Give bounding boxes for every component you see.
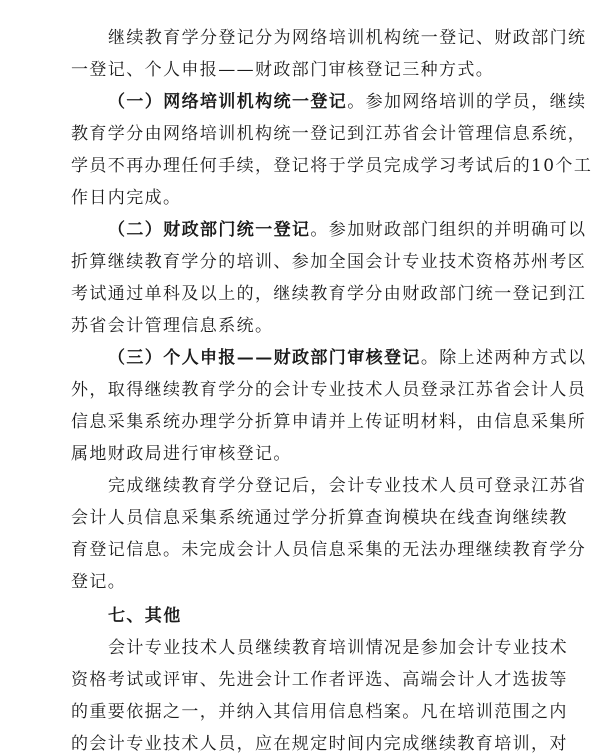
paragraph-5-line-4: 登记。 [71,572,127,592]
paragraph-5-line-2: 会计人员信息采集系统通过学分折算查询模块在线查询继续教 [71,508,568,528]
paragraph-3-line-1 [108,220,586,240]
paragraph-3-line-4: 苏省会计管理信息系统。 [71,316,274,336]
paragraph-4-line-3: 信息采集系统办理学分折算申请并上传证明材料，由信息采集所 [71,412,587,432]
paragraph-3-line-3: 考试通过单科及以上的，继续教育学分由财政部门统一登记到江 [71,284,587,304]
paragraph-6-line-1: 会计专业技术人员继续教育培训情况是参加会计专业技术 [108,638,568,658]
paragraph-2-line-4: 作日内完成。 [71,188,182,208]
paragraph-5-line-1: 完成继续教育学分登记后，会计专业技术人员可登录江苏省 [108,476,587,496]
paragraph-1-line-1: 继续教育学分登记分为网络培训机构统一登记、财政部门统 [108,28,587,48]
paragraph-6-line-4: 的会计专业技术人员，应在规定时间内完成继续教育培训，对 [71,734,568,754]
paragraph-4-line-2: 外，取得继续教育学分的会计专业技术人员登录江苏省会计人员 [71,380,587,400]
paragraph-4-line-1-text: 。除上述两种方式以 [420,348,587,368]
paragraph-3-heading: （二）财政部门统一登记 [108,220,311,240]
paragraph-2-line-1 [108,92,586,112]
paragraph-2-line-2: 教育学分由网络培训机构统一登记到江苏省会计管理信息系统， [71,124,587,144]
paragraph-2-heading: （一）网络培训机构统一登记 [108,92,348,112]
section-heading: 七、其他 [108,606,182,626]
paragraph-4-heading: （三）个人申报——财政部门审核登记 [108,348,421,368]
paragraph-4-line-1 [108,348,586,368]
paragraph-4-line-4: 属地财政局进行审核登记。 [71,444,292,464]
paragraph-3-line-1-text: 。参加财政部门组织的并明确可以 [310,220,587,240]
paragraph-6-line-2: 资格考试或评审、先进会计工作者评选、高端会计人才选拔等 [71,670,568,690]
paragraph-2-line-1-text: 。参加网络培训的学员，继续 [347,92,587,112]
paragraph-3-line-2: 折算继续教育学分的培训、参加全国会计专业技术资格苏州考区 [71,252,587,272]
paragraph-6-line-3: 的重要依据之一，并纳入其信用信息档案。凡在培训范围之内 [71,702,568,722]
paragraph-2-line-3: 学员不再办理任何手续，登记将于学员完成学习考试后的10个工 [71,156,593,176]
paragraph-1-line-2: 一登记、个人申报——财政部门审核登记三种方式。 [71,60,495,80]
paragraph-5-line-3: 育登记信息。未完成会计人员信息采集的无法办理继续教育学分 [71,540,587,560]
